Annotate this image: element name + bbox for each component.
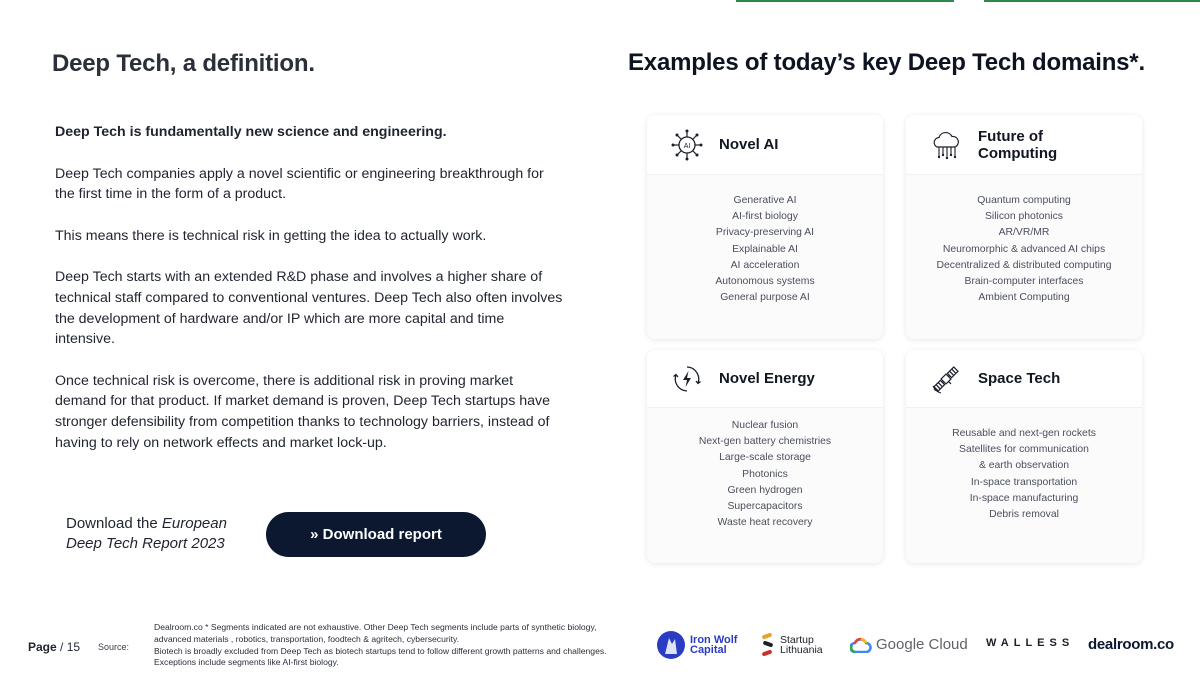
list-item: Privacy-preserving AI — [715, 227, 815, 239]
list-item: Supercapacitors — [727, 501, 803, 513]
logo-line-2: Capital — [690, 644, 727, 656]
list-item: Generative AI — [733, 195, 797, 206]
list-item: Explainable AI — [732, 243, 798, 255]
card-title: Novel Energy — [719, 370, 815, 387]
list-item: Decentralized & distributed computing — [936, 259, 1112, 271]
card-header — [647, 115, 883, 175]
card-list — [647, 175, 883, 339]
svg-text:AI: AI — [683, 142, 691, 150]
google-cloud-icon — [850, 637, 872, 653]
download-prefix: Download the — [66, 515, 162, 532]
definition-paragraph-3: Deep Tech starts with an extended R&D phase and involves a higher share of technical staff compared to conventional ventures. Deep Tech also often involves the development of hardware and/or IP which are more capital and time intensive. — [55, 269, 563, 348]
list-item: In-space manufacturing — [969, 492, 1079, 504]
footnote-line-1: Dealroom.co * Segments indicated are not exhaustive. Other Deep Tech segments include parts of synthetic biology, advanced materials , robotics, transportation, foodtech & agritech, cybersecurity. — [154, 622, 597, 644]
logo-text: Google Cloud — [876, 636, 968, 653]
ai-chip-icon — [671, 129, 703, 161]
source-label: Source: — [98, 642, 130, 652]
definition-paragraph-2: This means there is technical risk in getting the idea to actually work. — [55, 227, 487, 244]
cloud-computing-icon — [930, 129, 962, 161]
iron-wolf-capital-logo — [656, 630, 737, 660]
list-item: General purpose AI — [720, 292, 810, 304]
download-report-button[interactable]: » Download report — [266, 512, 486, 557]
logo-line-1: Iron Wolf — [690, 634, 738, 646]
list-item: Photonics — [742, 468, 788, 480]
logo-text — [690, 635, 737, 655]
energy-bolt-icon — [671, 363, 703, 395]
definition-title: Deep Tech, a definition. — [52, 50, 315, 77]
list-item: Satellites for communication — [959, 444, 1089, 456]
list-item: Brain-computer interfaces — [964, 276, 1084, 288]
list-item: Green hydrogen — [727, 484, 803, 496]
list-item: Quantum computing — [977, 195, 1071, 206]
startup-mark-icon — [760, 632, 776, 658]
download-report-name-2: Deep Tech Report 2023 — [66, 535, 225, 552]
domain-card-space-tech — [906, 350, 1142, 563]
card-title: Space Tech — [978, 370, 1061, 387]
wolf-icon — [656, 630, 686, 660]
definition-paragraph-1: Deep Tech companies apply a novel scientific or engineering breakthrough for the first time in the form of a product. — [55, 165, 544, 203]
download-caption — [66, 514, 227, 554]
logo-line-2: Lithuania — [780, 644, 823, 656]
list-item: Autonomous systems — [715, 276, 815, 288]
startup-lithuania-logo — [760, 632, 823, 658]
card-title-line-1: Future of — [978, 127, 1043, 145]
list-item: Debris removal — [989, 509, 1059, 521]
walless-logo: WALLESS — [986, 637, 1075, 649]
list-item: Next-gen battery chemistries — [698, 436, 832, 448]
card-list — [906, 175, 1142, 339]
card-header — [647, 350, 883, 408]
list-item: AR/VR/MR — [998, 227, 1050, 239]
list-item: Ambient Computing — [978, 292, 1070, 304]
footnote-line-2: Biotech is broadly excluded from Deep Tech as biotech startups tend to follow different growth patterns and challenges. Exceptions include segments like AI-first biology. — [154, 645, 607, 668]
definition-paragraph-4: Once technical risk is overcome, there is additional risk in proving market demand for that product. If market demand is proven, Deep Tech startups have stronger defensibility from competition thanks to technology barriers, instead of having to rely on network effects and market lock-up. — [55, 372, 550, 451]
page-number: / 15 — [60, 640, 81, 654]
download-report-name-1: European — [161, 515, 227, 532]
domain-card-novel-energy — [647, 350, 883, 563]
card-title-line-2: Computing — [978, 144, 1058, 162]
page-indicator — [28, 640, 80, 654]
list-item: Nuclear fusion — [731, 420, 799, 431]
card-list — [906, 408, 1142, 563]
logo-text — [780, 635, 823, 655]
list-item: Silicon photonics — [985, 211, 1063, 223]
card-list — [647, 408, 883, 563]
list-item: Reusable and next-gen rockets — [952, 428, 1096, 439]
list-item: & earth observation — [978, 460, 1070, 472]
domain-card-novel-ai — [647, 115, 883, 339]
card-header — [906, 350, 1142, 408]
definition-text — [55, 122, 565, 474]
list-item: Waste heat recovery — [717, 517, 813, 529]
definition-lead: Deep Tech is fundamentally new science and engineering. — [55, 124, 447, 140]
list-item: Neuromorphic & advanced AI chips — [942, 243, 1106, 255]
domain-card-future-of-computing — [906, 115, 1142, 339]
list-item: AI-first biology — [732, 211, 798, 223]
logo-line-1: Startup — [780, 634, 814, 646]
top-accent-line-2 — [984, 0, 1200, 2]
list-item: Large-scale storage — [719, 452, 811, 464]
satellite-icon — [930, 363, 962, 395]
list-item: In-space transportation — [970, 476, 1078, 488]
card-title — [978, 128, 1057, 162]
domains-title: Examples of today’s key Deep Tech domains*. — [628, 49, 1145, 76]
page-label: Page — [28, 640, 57, 654]
dealroom-logo: dealroom.co — [1088, 636, 1174, 653]
top-accent-line-1 — [736, 0, 954, 2]
google-cloud-logo — [850, 636, 968, 653]
card-title: Novel AI — [719, 136, 779, 153]
footnote — [154, 622, 616, 669]
card-header — [906, 115, 1142, 175]
list-item: AI acceleration — [730, 259, 800, 271]
